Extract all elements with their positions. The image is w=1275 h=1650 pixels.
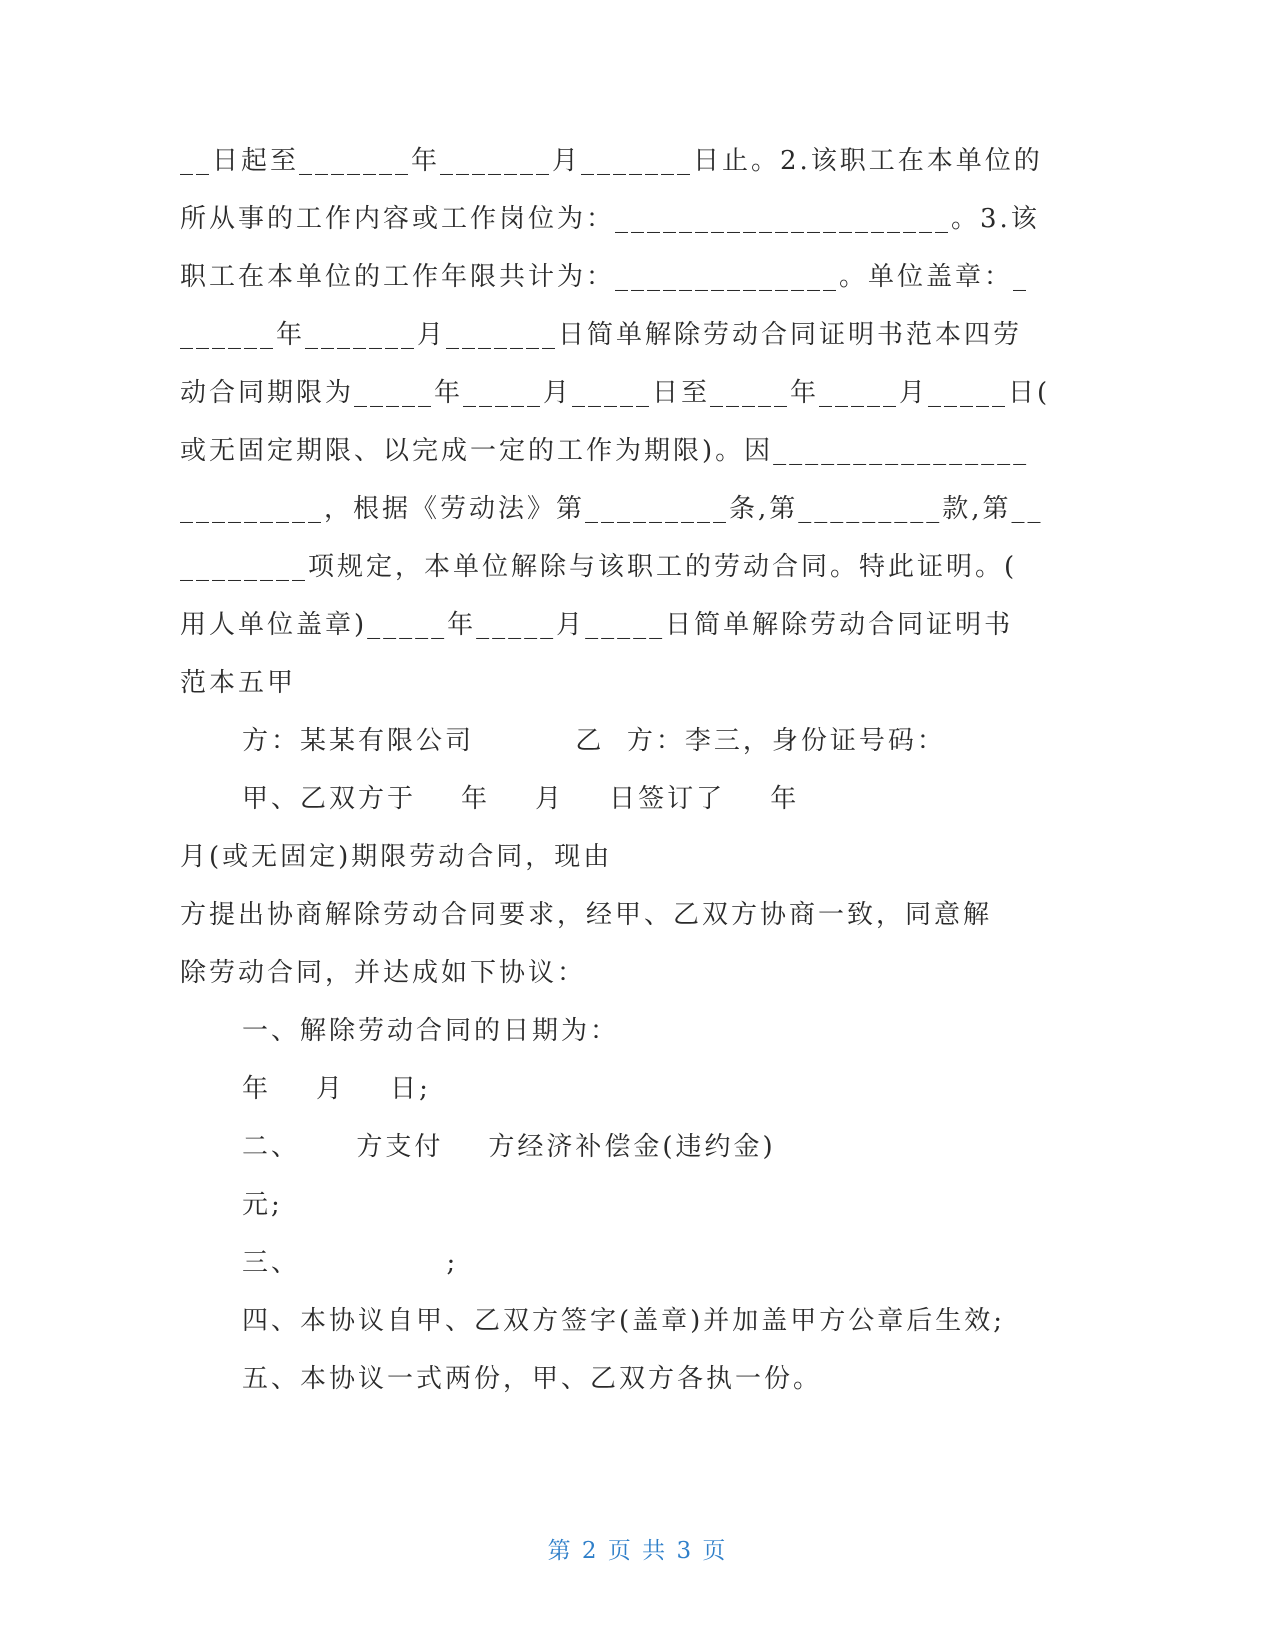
party-line: 方：某某有限公司 乙 方：李三，身份证号码： [242, 726, 946, 756]
body-line-6: 或无固定期限、以完成一定的工作为期限)。因________________ [180, 436, 1030, 466]
term-line: 月(或无固定)期限劳动合同，现由 [180, 842, 613, 872]
agreement-item-1: 一、解除劳动合同的日期为： [242, 1016, 620, 1046]
body-line-8: ________项规定，本单位解除与该职工的劳动合同。特此证明。( [180, 552, 1018, 582]
body-line-4: ______年_______月_______日简单解除劳动合同证明书范本四劳 [180, 320, 1023, 350]
body-line-9: 用人单位盖章)_____年_____月_____日简单解除劳动合同证明书 [180, 610, 1014, 640]
body-line-5: 动合同期限为_____年_____月_____日至_____年_____月_____日( [180, 378, 1051, 408]
body-line-7: _________，根据《劳动法》第_________条,第_________款,第__ [180, 494, 1044, 524]
agreement-item-3: 三、 ; [242, 1248, 459, 1278]
body-line-1: __日起至_______年_______月_______日止。2.该职工在本单位的 [180, 146, 1043, 176]
agreement-item-2-amount: 元; [242, 1190, 283, 1220]
page-number-footer: 第 2 页 共 3 页 [547, 1538, 728, 1564]
body-line-2: 所从事的工作内容或工作岗位为：_____________________。3.该 [180, 204, 1040, 234]
agreement-item-5: 五、本协议一式两份，甲、乙双方各执一份。 [242, 1364, 823, 1394]
signed-line: 甲、乙双方于 年 月 日签订了 年 [242, 784, 800, 814]
body-line-3: 职工在本单位的工作年限共计为：______________。单位盖章：_ [180, 262, 1030, 292]
agreement-item-4: 四、本协议自甲、乙双方签字(盖章)并加盖甲方公章后生效; [242, 1306, 1006, 1336]
proposal-line-1: 方提出协商解除劳动合同要求，经甲、乙双方协商一致，同意解 [180, 900, 993, 930]
agreement-item-2: 二、 方支付 方经济补偿金(违约金) [242, 1132, 776, 1162]
agreement-item-1-date: 年 月 日; [242, 1074, 431, 1104]
body-line-10: 范本五甲 [180, 668, 297, 698]
proposal-line-2: 除劳动合同，并达成如下协议： [180, 958, 587, 988]
